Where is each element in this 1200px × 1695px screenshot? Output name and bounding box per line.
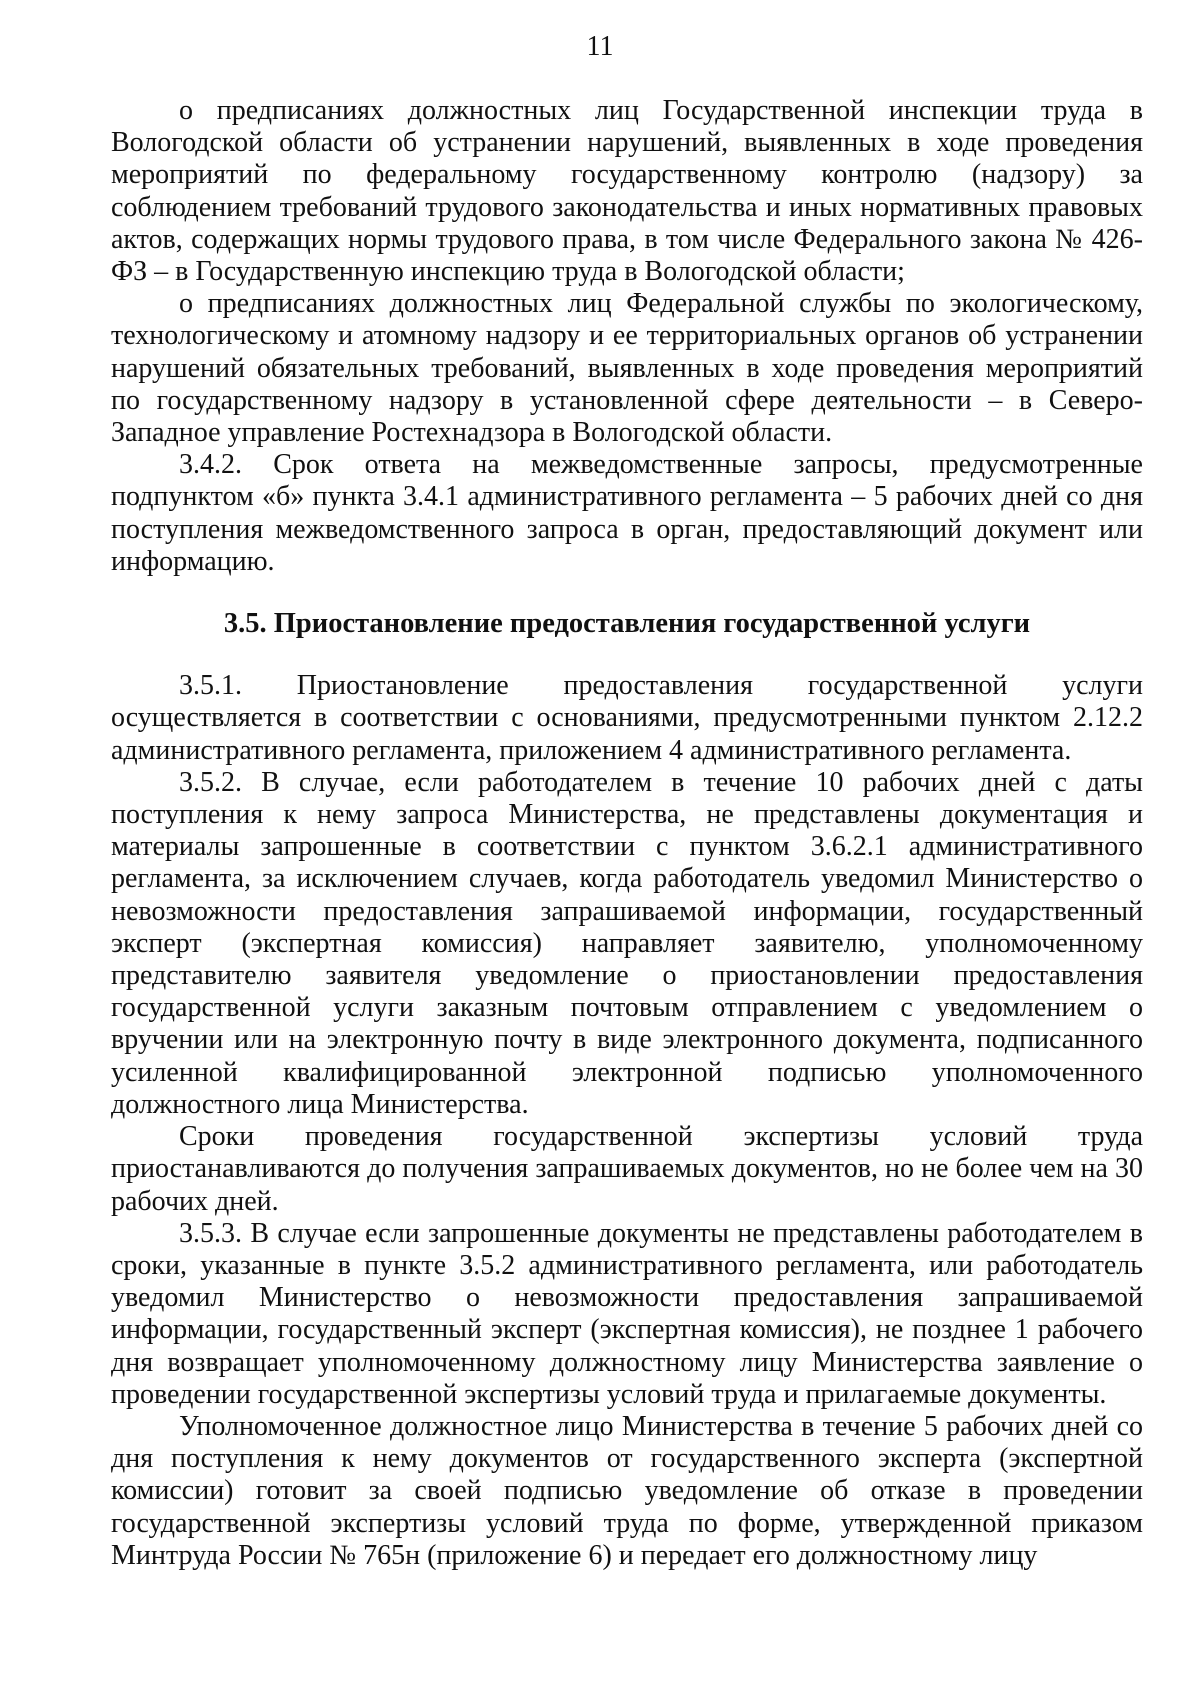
paragraph-3-5-3: 3.5.3. В случае если запрошенные документы не представлены работодателем в сроки, указанные в пункте 3.5.2 административного регламента, или работодатель уведомил Министерство о невозможности предоставления запрашиваемой информации, государственный эксперт (экспертная комиссия), не позднее 1 рабочего дня возвращает уполномоченному должностному лицу Министерства заявление о проведении государственной экспертизы условий труда и прилагаемые документы. — [111, 1217, 1143, 1410]
section-heading-3-5: 3.5. Приостановление предоставления государственной услуги — [223, 608, 1031, 640]
paragraph-3-4-2: 3.4.2. Срок ответа на межведомственные запросы, предусмотренные подпунктом «б» пункта 3.4.1 административного регламента – 5 рабочих дней со дня поступления межведомственного запроса в орган, предоставляющий документ или информацию. — [111, 449, 1143, 577]
paragraph-rostekhnadzor: о предписаниях должностных лиц Федеральной службы по экологическому, технологическому и атомному надзору и ее территориальных органов об устранении нарушений обязательных требований, выявленных в ходе проведения мероприятий по государственному надзору в установленной сфере деятельности – в Северо-Западное управление Ростехнадзора в Вологодской области. — [111, 288, 1143, 449]
page-number: 11 — [586, 31, 614, 62]
paragraph-suspension-terms: Сроки проведения государственной экспертизы условий труда приостанавливаются до получения запрашиваемых документов, но не более чем на 30 рабочих дней. — [111, 1121, 1143, 1217]
paragraph-ministry-labor-inspection: о предписаниях должностных лиц Государственной инспекции труда в Вологодской области об устранении нарушений, выявленных в ходе проведения мероприятий по федеральному государственному контролю (надзору) за соблюдением требований трудового законодательства и иных нормативных правовых актов, содержащих нормы трудового права, в том числе Федерального закона № 426-ФЗ – в Государственную инспекцию труда в Вологодской области; — [111, 95, 1143, 288]
paragraph-3-5-2: 3.5.2. В случае, если работодателем в течение 10 рабочих дней с даты поступления к нему запроса Министерства, не представлены документация и материалы запрошенные в соответствии с пунктом 3.6.2.1 административного регламента, за исключением случаев, когда работодатель уведомил Министерство о невозможности предоставления запрашиваемой информации, государственный эксперт (экспертная комиссия) направляет заявителю, уполномоченному представителю заявителя уведомление о приостановлении предоставления государственной услуги заказным почтовым отправлением с уведомлением о вручении или на электронную почту в виде электронного документа, подписанного усиленной квалифицированной электронной подписью уполномоченного должностного лица Министерства. — [111, 766, 1143, 1120]
paragraph-refusal-notice: Уполномоченное должностное лицо Министерства в течение 5 рабочих дней со дня поступления к нему документов от государственного эксперта (экспертной комиссии) готовит за своей подписью уведомление об отказе в проведении государственной экспертизы условий труда по форме, утвержденной приказом Минтруда России № 765н (приложение 6) и передает его должностному лицу — [111, 1410, 1143, 1571]
paragraph-3-5-1: 3.5.1. Приостановление предоставления государственной услуги осуществляется в соответствии с основаниями, предусмотренными пунктом 2.12.2 административного регламента, приложением 4 административного регламента. — [111, 670, 1143, 766]
document-body — [111, 95, 1143, 1572]
